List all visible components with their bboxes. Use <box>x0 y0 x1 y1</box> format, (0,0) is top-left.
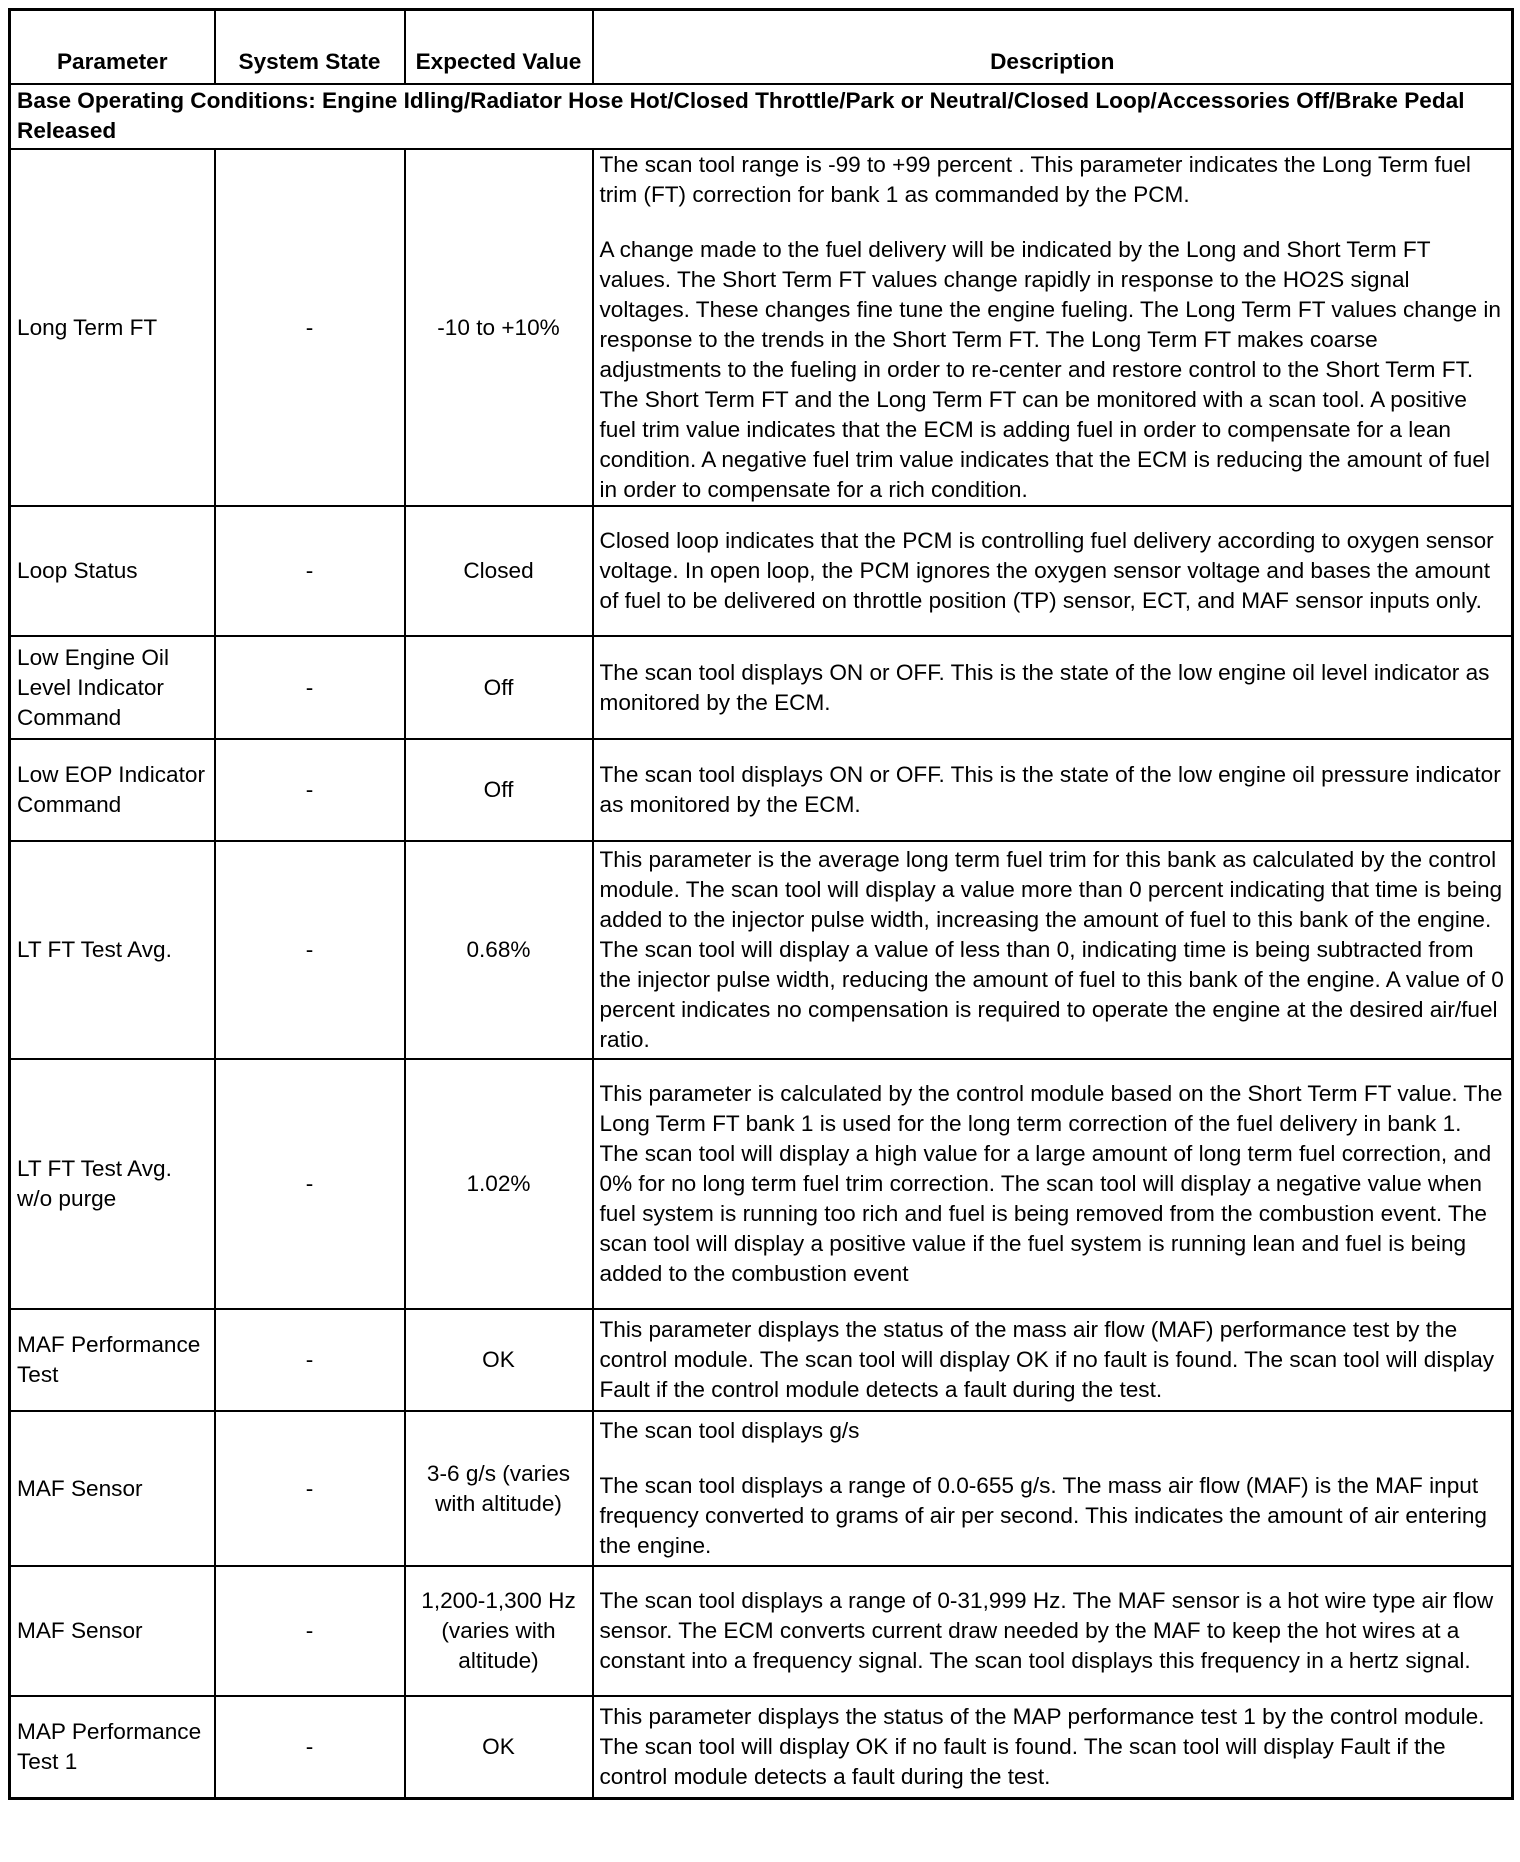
parameter-cell: MAF Performance Test <box>10 1309 215 1411</box>
description-paragraph: The scan tool range is -99 to +99 percent . This parameter indicates the Long Term fuel trim (FT) correction for bank 1 as commanded by the PCM. <box>599 152 1471 207</box>
parameter-cell: Long Term FT <box>10 149 215 506</box>
header-parameter: Parameter <box>10 10 215 85</box>
description-paragraph: A change made to the fuel delivery will be indicated by the Long and Short Term FT values. The Short Term FT values change rapidly in response to the HO2S signal voltages. These changes fine tune the engine fueling. The Long Term FT values change in response to the trends in the Short Term FT. The Long Term FT makes coarse adjustments to the fueling in order to re-center and restore control to the Short Term FT. The Short Term FT and the Long Term FT can be monitored with a scan tool. A positive fuel trim value indicates that the ECM is adding fuel in order to compensate for a lean condition. A negative fuel trim value indicates that the ECM is reducing the amount of fuel in order to compensate for a rich condition. <box>599 237 1501 502</box>
parameter-cell: MAF Sensor <box>10 1566 215 1696</box>
table-row <box>10 506 1513 636</box>
base-operating-conditions: Base Operating Conditions: Engine Idling/Radiator Hose Hot/Closed Throttle/Park or Neutral/Closed Loop/Accessories Off/Brake Pedal Released <box>10 84 1513 149</box>
table-row <box>10 636 1513 739</box>
header-expected-value: Expected Value <box>405 10 593 85</box>
system-state-cell: - <box>215 841 405 1059</box>
expected-value-cell: 1.02% <box>405 1059 593 1309</box>
description-cell <box>593 739 1513 841</box>
parameter-cell: MAF Sensor <box>10 1411 215 1566</box>
description-cell <box>593 1309 1513 1411</box>
description-paragraph: Closed loop indicates that the PCM is controlling fuel delivery according to oxygen sensor voltage. In open loop, the PCM ignores the oxygen sensor voltage and bases the amount of fuel to be delivered on throttle position (TP) sensor, ECT, and MAF sensor inputs only. <box>599 528 1494 613</box>
header-row <box>10 10 1513 85</box>
description-cell <box>593 1059 1513 1309</box>
system-state-cell: - <box>215 1696 405 1798</box>
expected-value-cell: Closed <box>405 506 593 636</box>
system-state-cell: - <box>215 1059 405 1309</box>
table-row <box>10 1059 1513 1309</box>
description-paragraph: The scan tool displays ON or OFF. This is the state of the low engine oil pressure indicator as monitored by the ECM. <box>599 762 1501 817</box>
expected-value-cell: 3-6 g/s (varies with altitude) <box>405 1411 593 1566</box>
expected-value-cell: Off <box>405 636 593 739</box>
description-paragraph: The scan tool displays ON or OFF. This is the state of the low engine oil level indicator as monitored by the ECM. <box>599 659 1490 715</box>
table-row <box>10 841 1513 1059</box>
expected-value-cell: OK <box>405 1696 593 1798</box>
expected-value-cell: 0.68% <box>405 841 593 1059</box>
system-state-cell: - <box>215 1566 405 1696</box>
system-state-cell: - <box>215 506 405 636</box>
system-state-cell: - <box>215 149 405 506</box>
table-row <box>10 1566 1513 1696</box>
parameter-cell: Low EOP Indicator Command <box>10 739 215 841</box>
description-paragraph: The scan tool displays g/s <box>599 1418 860 1443</box>
description-paragraph: This parameter displays the status of the mass air flow (MAF) performance test by the control module. The scan tool will display OK if no fault is found. The scan tool will display Fault if the control module detects a fault during the test. <box>599 1317 1495 1402</box>
header-system-state: System State <box>215 10 405 85</box>
expected-value-cell: 1,200-1,300 Hz (varies with altitude) <box>405 1566 593 1696</box>
description-paragraph: This parameter displays the status of the MAP performance test 1 by the control module. The scan tool will display OK if no fault is found. The scan tool will display Fault if the control module detects a fault during the test. <box>599 1703 1485 1789</box>
description-paragraph: The scan tool displays a range of 0-31,999 Hz. The MAF sensor is a hot wire type air flow sensor. The ECM converts current draw needed by the MAF to keep the hot wires at a constant into a frequency signal. The scan tool displays this frequency in a hertz signal. <box>599 1588 1494 1673</box>
description-cell <box>593 506 1513 636</box>
table-row <box>10 1309 1513 1411</box>
expected-value-cell: Off <box>405 739 593 841</box>
expected-value-cell: -10 to +10% <box>405 149 593 506</box>
table-row <box>10 739 1513 841</box>
scan-tool-data-table-page <box>8 8 1511 1800</box>
base-conditions-row <box>10 84 1513 149</box>
table-row <box>10 149 1513 506</box>
parameter-cell: LT FT Test Avg. <box>10 841 215 1059</box>
description-paragraph: This parameter is the average long term fuel trim for this bank as calculated by the control module. The scan tool will display a value more than 0 percent indicating that time is being added to the injector pulse width, increasing the amount of fuel to this bank of the engine. The scan tool will display a value of less than 0, indicating time is being subtracted from the injector pulse width, reducing the amount of fuel to this bank of the engine. A value of 0 percent indicates no compensation is required to operate the engine at the desired air/fuel ratio. <box>599 847 1504 1052</box>
scan-tool-data-table <box>8 8 1514 1800</box>
system-state-cell: - <box>215 1411 405 1566</box>
description-cell <box>593 1566 1513 1696</box>
description-cell <box>593 149 1513 506</box>
system-state-cell: - <box>215 739 405 841</box>
description-cell <box>593 1411 1513 1566</box>
description-cell <box>593 841 1513 1059</box>
parameter-cell: MAP Performance Test 1 <box>10 1696 215 1798</box>
description-cell <box>593 636 1513 739</box>
expected-value-cell: OK <box>405 1309 593 1411</box>
parameter-cell: Loop Status <box>10 506 215 636</box>
description-cell <box>593 1696 1513 1798</box>
system-state-cell: - <box>215 1309 405 1411</box>
description-paragraph: This parameter is calculated by the control module based on the Short Term FT value. The Long Term FT bank 1 is used for the long term correction of the fuel delivery in bank 1. The scan tool will display a high value for a large amount of long term fuel correction, and 0% for no long term fuel trim correction. The scan tool will display a negative value when fuel system is running too rich and fuel is being removed from the combustion event. The scan tool will display a positive value if the fuel system is running lean and fuel is being added to the combustion event <box>599 1081 1503 1286</box>
table-row <box>10 1411 1513 1566</box>
system-state-cell: - <box>215 636 405 739</box>
header-description: Description <box>593 10 1513 85</box>
description-paragraph: The scan tool displays a range of 0.0-655 g/s. The mass air flow (MAF) is the MAF input frequency converted to grams of air per second. This indicates the amount of air entering the engine. <box>599 1473 1487 1558</box>
parameter-cell: Low Engine Oil Level Indicator Command <box>10 636 215 739</box>
table-row <box>10 1696 1513 1798</box>
parameter-cell: LT FT Test Avg. w/o purge <box>10 1059 215 1309</box>
